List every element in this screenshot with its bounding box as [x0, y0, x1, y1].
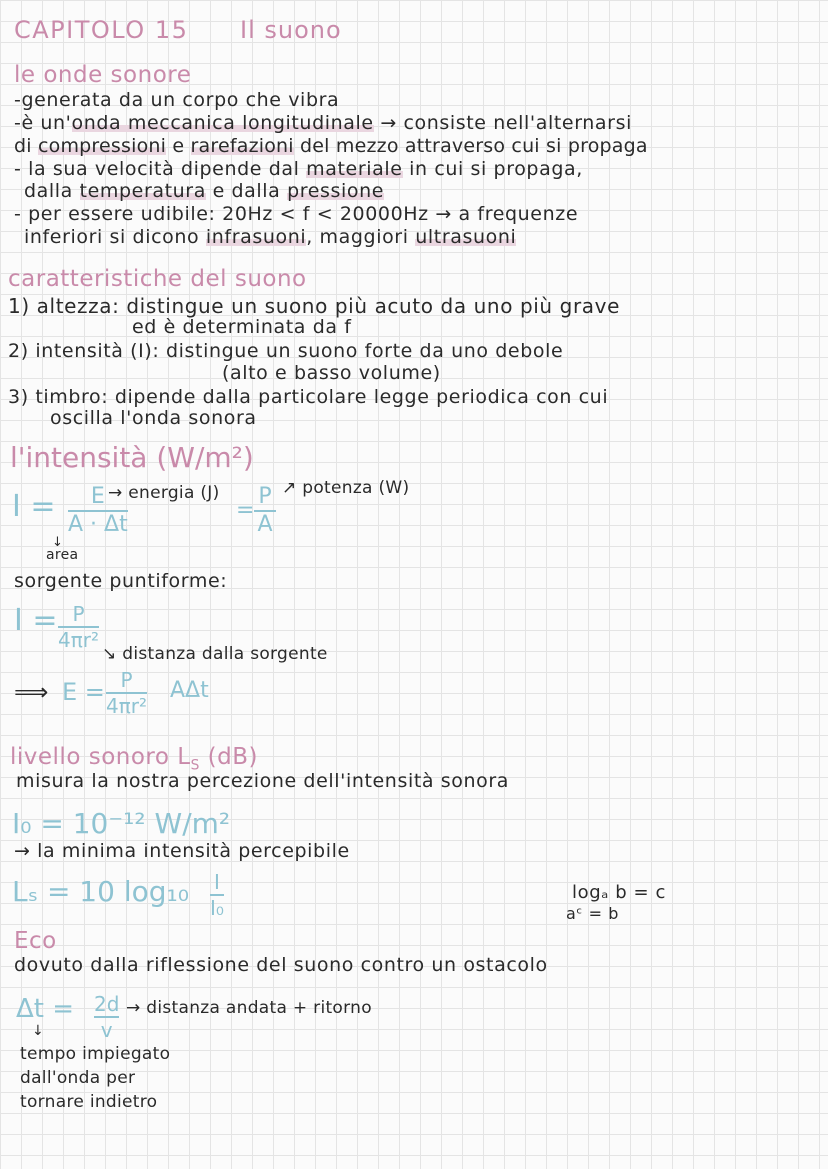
eco-time-line-1: tempo impiegato: [20, 1044, 171, 1064]
eco-time-line-3: tornare indietro: [20, 1092, 158, 1112]
dt-note: → distanza andata + ritorno: [126, 998, 372, 1018]
formula-Ls-fraction: I I₀: [210, 870, 224, 920]
formula-I-fraction-1: E A · Δt: [68, 484, 128, 537]
onde-line-6: - per essere udibile: 20Hz < f < 20000Hz → a frequenze: [14, 203, 579, 225]
onde-line-2: -è un'onda meccanica longitudinale → consiste nell'alternarsi: [14, 112, 632, 134]
formula-E-fraction: P 4πr²: [106, 668, 148, 718]
energy-note: → energia (J): [108, 483, 220, 503]
area-label: area: [46, 547, 79, 563]
sorgente-label: sorgente puntiforme:: [14, 570, 228, 592]
section-heading-intensita: l'intensità (W/m²): [10, 441, 254, 474]
distance-note: ↘ distanza dalla sorgente: [102, 644, 328, 664]
I0-desc: → la minima intensità percepibile: [14, 840, 350, 862]
onde-line-3: di compressioni e rarefazioni del mezzo attraverso cui si propaga: [14, 135, 648, 157]
implies-arrow: ⟹: [14, 678, 49, 706]
car-line-1: 1) altezza: distingue un suono più acuto da uno più grave: [8, 294, 620, 318]
onde-line-7: inferiori si dicono infrasuoni, maggiori ultrasuoni: [24, 226, 517, 248]
formula-I0: I₀ = 10⁻¹² W/m²: [12, 807, 231, 840]
area-arrow: ↓: [52, 535, 63, 550]
eco-desc: dovuto dalla riflessione del suono contro un ostacolo: [14, 954, 548, 976]
car-line-2b: (alto e basso volume): [222, 362, 441, 384]
section-heading-onde: le onde sonore: [14, 62, 192, 88]
formula-I-lhs: I =: [12, 489, 56, 524]
car-line-3b: oscilla l'onda sonora: [50, 407, 257, 429]
onde-line-5: dalla temperatura e dalla pressione: [24, 180, 385, 202]
formula-dt-fraction: 2d v: [94, 992, 120, 1042]
section-heading-livello: livello sonoro $L_S$ (dB): [10, 744, 258, 774]
chapter-label: CAPITOLO 15: [14, 16, 189, 44]
formula-Ls: Lₛ = 10 log₁₀: [12, 875, 189, 908]
power-note: ↗ potenza (W): [282, 478, 410, 498]
section-heading-eco: Eco: [14, 928, 57, 954]
log-rule-2: aᶜ = b: [566, 904, 620, 923]
car-line-3: 3) timbro: dipende dalla particolare legge periodica con cui: [8, 386, 609, 408]
formula-I2-fraction: P 4πr²: [58, 602, 100, 652]
equals-sign: =: [236, 498, 255, 523]
chapter-title: Il suono: [240, 16, 342, 44]
car-line-2: 2) intensità (I): distingue un suono forte da uno debole: [8, 340, 564, 362]
formula-I-fraction-2: P A: [254, 486, 276, 536]
log-rule: logₐ b = c: [572, 882, 667, 903]
onde-line-1: -generata da un corpo che vibra: [14, 89, 340, 111]
formula-dt-lhs: Δt =: [16, 994, 75, 1024]
section-heading-caratteristiche: caratteristiche del suono: [8, 266, 307, 292]
formula-E-rhs: AΔt: [170, 678, 209, 703]
livello-desc: misura la nostra percezione dell'intensità sonora: [16, 770, 510, 792]
onde-line-4: - la sua velocità dipende dal materiale in cui si propaga,: [14, 158, 583, 180]
car-line-1b: ed è determinata da f: [132, 316, 352, 338]
formula-I2-lhs: I =: [14, 603, 58, 638]
formula-E-lhs: E =: [62, 678, 105, 706]
eco-time-line-2: dall'onda per: [20, 1068, 136, 1088]
dt-arrow: ↓: [32, 1023, 44, 1039]
